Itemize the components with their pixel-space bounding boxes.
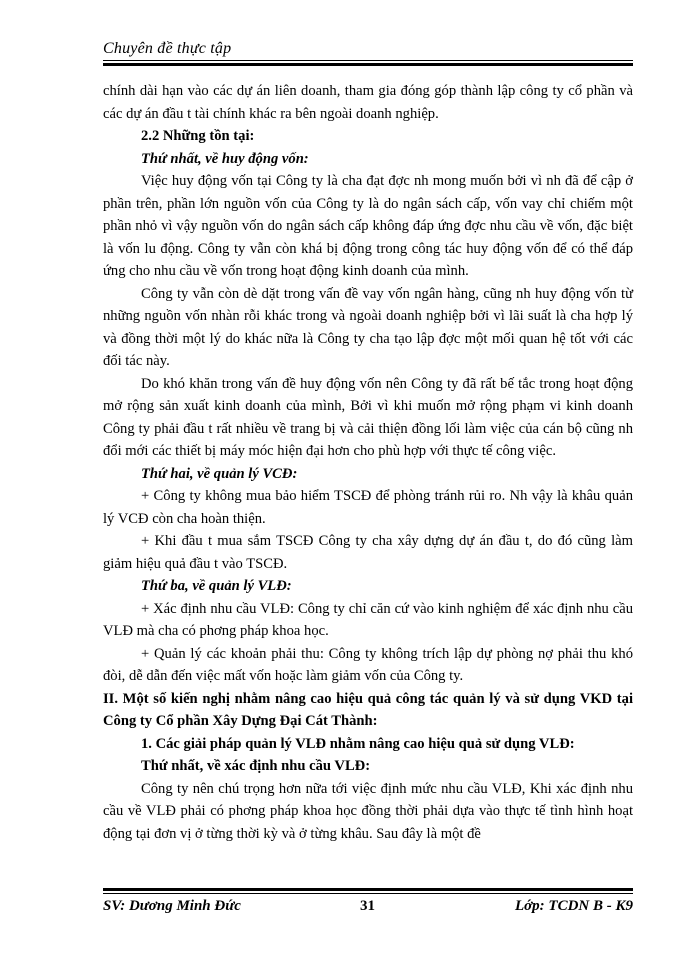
section-heading: 1. Các giải pháp quản lý VLĐ nhằm nâng cao hiệu quả sử dụng VLĐ: (141, 735, 575, 752)
header-rule-thin (103, 60, 633, 61)
paragraph: Việc huy động vốn tại Công ty là cha đạt đợc nh mong muốn bởi vì nh đã để cập ở phần trên, phần lớn nguồn vốn của Công ty là do ngân sách cấp, vốn vay chỉ chiếm một phần nhỏ vì vậy nguồn vốn do ngân sách cấp không đáp ứng đợc nhu cầu về vốn, đặc biệt là vốn lu động. Công ty vẫn còn khá bị động trong công tác huy động vốn để có thể đáp ứng cho nhu cầu về vốn trong hoạt động kinh doanh của mình. (103, 173, 633, 279)
footer-rule-thick (103, 888, 633, 891)
paragraph: Công ty vẫn còn dè dặt trong vấn đề vay vốn ngân hàng, cũng nh huy động vốn từ những nguồn vốn nhàn rỗi khác trong và ngoài doanh nghiệp bởi vì lãi suất là cha hợp lý và đồng thời một lý do khác nữa là Công ty cha tạo lập đợc một mối quan hệ tốt với các đối tác này. (103, 285, 633, 369)
section-heading: II. Một số kiến nghị nhằm nâng cao hiệu quả công tác quản lý và sử dụng VKD tại Công ty Cổ phần Xây Dựng Đại Cát Thành: (103, 690, 633, 729)
section-heading: 2.2 Những tồn tại: (141, 128, 255, 144)
paragraph: + Khi đầu t mua sắm TSCĐ Công ty cha xây dựng dự án đầu t, do đó cũng làm giảm hiệu quả đầu t vào TSCĐ. (103, 533, 633, 572)
paragraph: + Quản lý các khoản phải thu: Công ty không trích lập dự phòng nợ phải thu khó đòi, dễ dẫn đến việc mất vốn hoặc làm giảm vốn của Công ty. (103, 645, 633, 684)
subsection-heading: Thứ nhất, về huy động vốn: (141, 150, 309, 167)
paragraph: Công ty nên chú trọng hơn nữa tới việc định mức nhu cầu VLĐ, Khi xác định nhu cầu về VLĐ phải có phơng pháp khoa học đồng thời phải dựa vào thực tế tình hình hoạt động tại đơn vị ở từng thời kỳ và ở từng khâu. Sau đây là một đề (103, 780, 633, 842)
footer-student: SV: Dương Minh Đức (103, 898, 241, 914)
header-title: Chuyên đề thực tập (103, 40, 232, 57)
subsection-heading: Thứ ba, về quản lý VLĐ: (141, 578, 292, 594)
paragraph: + Công ty không mua bảo hiểm TSCĐ để phòng tránh rủi ro. Nh vậy là khâu quản lý VCĐ còn cha hoàn thiện. (103, 488, 633, 527)
document-body (103, 80, 633, 845)
paragraph: chính dài hạn vào các dự án liên doanh, tham gia đóng góp thành lập công ty cổ phần và các dự án đầu t tài chính khác ra bên ngoài doanh nghiệp. (103, 83, 633, 122)
subsection-heading: Thứ hai, về quản lý VCĐ: (141, 465, 298, 482)
paragraph: Do khó khăn trong vấn đề huy động vốn nên Công ty đã rất bế tắc trong hoạt động mở rộng sản xuất kinh doanh của mình, Bởi vì khi muốn mở rộng phạm vi kinh doanh Công ty phải đầu t rất nhiều về trang bị và cải thiện đồng lối làm việc của cán bộ cũng nh đổi mới các thiết bị máy móc hiện đại hơn cho phù hợp với thực tế công việc. (103, 375, 633, 459)
subsection-heading: Thứ nhất, về xác định nhu cầu VLĐ: (141, 758, 371, 774)
footer-class: Lớp: TCDN B - K9 (514, 898, 633, 914)
header-rule-thick (103, 63, 633, 66)
paragraph: + Xác định nhu cầu VLĐ: Công ty chỉ căn cứ vào kinh nghiệm để xác định nhu cầu VLĐ mà cha có phơng pháp khoa học. (103, 600, 633, 639)
footer-rule-thin (103, 893, 633, 894)
page-number: 31 (360, 898, 375, 914)
